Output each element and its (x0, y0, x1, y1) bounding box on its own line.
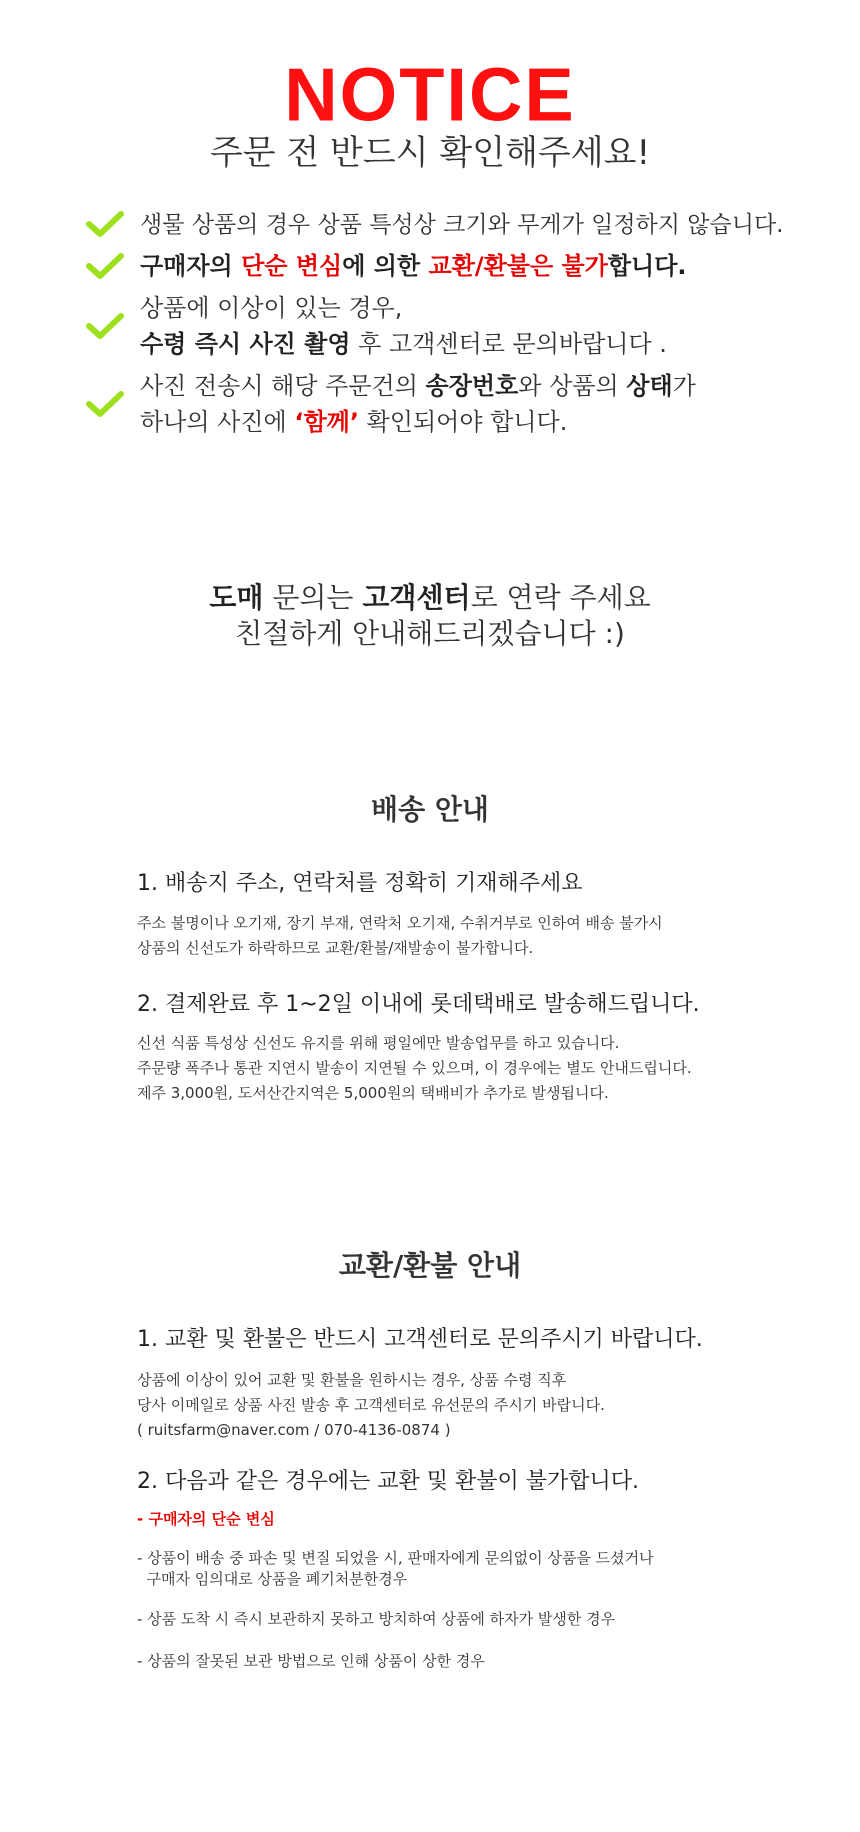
checkmark-icon (86, 390, 124, 418)
shipping-text: 주문량 폭주나 통관 지연시 발송이 지연될 수 있으며, 이 경우에는 별도 안내드립니다. (137, 1059, 692, 1077)
notice-subtitle: 주문 전 반드시 확인해주세요! (209, 133, 651, 173)
shipping-heading-2: 2. 결제완료 후 1~2일 이내에 롯데택배로 발송해드립니다. (137, 992, 700, 1017)
shipping-text: 주소 불명이나 오기재, 장기 부재, 연락처 오기재, 수취거부로 인하여 배송 불가시 (137, 914, 663, 932)
notice-item-text: 상품에 이상이 있는 경우, 수령 즉시 사진 촬영 후 고객센터로 문의바랍니다 . (140, 294, 667, 358)
notice-item-text: 구매자의 단순 변심에 의한 교환/환불은 불가합니다. (140, 252, 687, 280)
shipping-heading-1: 1. 배송지 주소, 연락처를 정확히 기재해주세요 (137, 871, 583, 896)
notice-item-3 (86, 290, 806, 360)
exchange-item: - 상품의 잘못된 보관 방법으로 인해 상품이 상한 경우 (137, 1652, 485, 1670)
notice-item-text: 사진 전송시 해당 주문건의 송장번호와 상품의 상태가 하나의 사진에 ‘함께’ 확인되어야 합니다. (140, 372, 696, 436)
exchange-item: 구매자 임의대로 상품을 폐기처분한경우 (137, 1570, 408, 1588)
exchange-item: - 상품 도착 시 즉시 보관하지 못하고 방치하여 상품에 하자가 발생한 경우 (137, 1610, 616, 1628)
checkmark-icon (86, 312, 124, 340)
exchange-text: 당사 이메일로 상품 사진 발송 후 고객센터로 유선문의 주시기 바랍니다. (137, 1396, 605, 1414)
exchange-text: 상품에 이상이 있어 교환 및 환불을 원하시는 경우, 상품 수령 직후 (137, 1371, 567, 1389)
wholesale-notice: 도매 문의는 고객센터로 연락 주세요 친절하게 안내해드리겠습니다 :) (209, 581, 651, 650)
exchange-contact: ( ruitsfarm@naver.com / 070-4136-0874 ) (137, 1421, 451, 1439)
exchange-heading-1: 1. 교환 및 환불은 반드시 고객센터로 문의주시기 바랍니다. (137, 1327, 703, 1352)
shipping-text: 상품의 신선도가 하락하므로 교환/환불/재발송이 불가합니다. (137, 939, 534, 957)
notice-title: NOTICE (284, 52, 576, 137)
notice-item-2 (86, 240, 806, 284)
notice-item-4 (86, 368, 806, 438)
shipping-text: 제주 3,000원, 도서산간지역은 5,000원의 택배비가 추가로 발생됩니다. (137, 1084, 609, 1102)
notice-item-1 (86, 200, 806, 244)
checkmark-icon (86, 252, 124, 280)
shipping-text: 신선 식품 특성상 신선도 유지를 위해 평일에만 발송업무를 하고 있습니다. (137, 1034, 620, 1052)
checkmark-icon (86, 210, 124, 238)
shipping-title: 배송 안내 (371, 793, 489, 826)
notice-item-text: 생물 상품의 경우 상품 특성상 크기와 무게가 일정하지 않습니다. (140, 212, 784, 238)
exchange-item: - 상품이 배송 중 파손 및 변질 되었을 시, 판매자에게 문의없이 상품을 드셨거나 (137, 1549, 654, 1567)
exchange-heading-2: 2. 다음과 같은 경우에는 교환 및 환불이 불가합니다. (137, 1469, 639, 1494)
exchange-item-red: - 구매자의 단순 변심 (137, 1510, 275, 1528)
exchange-title: 교환/환불 안내 (338, 1249, 522, 1282)
